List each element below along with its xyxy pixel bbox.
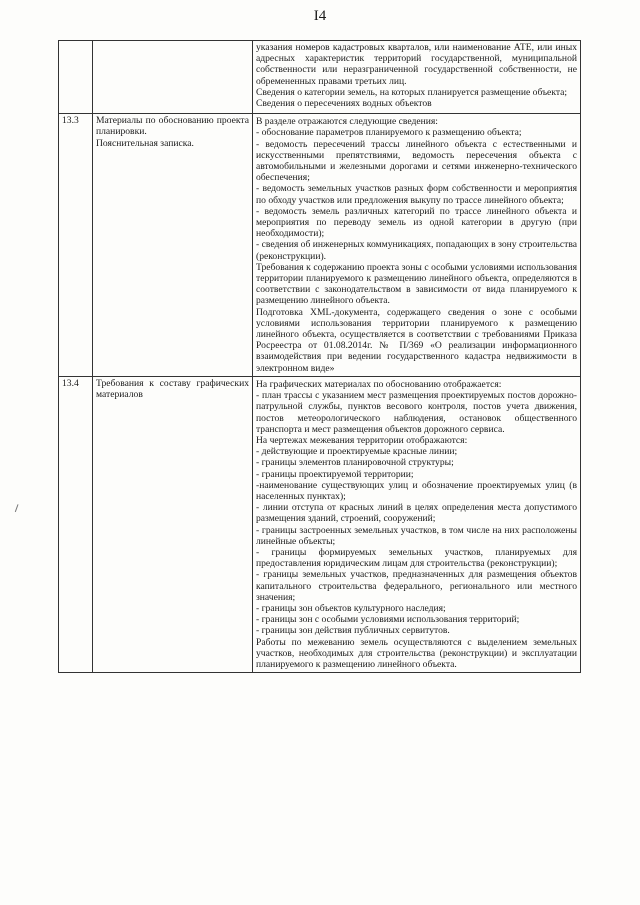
description-paragraph: - обоснование параметров планируемого к размещению объекта; (256, 127, 522, 139)
table-row (59, 41, 581, 114)
description-paragraph: - границы земельных участков, предназначенных для размещения объектов капитального строительства федерального, регионального или местного значения; (256, 569, 577, 603)
table-row (59, 376, 581, 672)
description-paragraph: указания номеров кадастровых кварталов, или наименование АТЕ, или иных адресных характеристик территорий государственной, муниципальной собственности или неразграниченной государственной собственности, не обремененных правами третьих лиц. (256, 42, 577, 87)
description-paragraph: - ведомость земельных участков разных форм собственности и мероприятия по обходу участков или предложения выкупу по трассе линейного объекта; (256, 183, 577, 206)
item-name-text: Пояснительная записка. (96, 137, 194, 149)
item-number-cell: 13.3 (59, 114, 93, 377)
item-number-cell: 13.4 (59, 376, 93, 672)
margin-pen-mark (15, 504, 23, 514)
item-description-cell (253, 114, 581, 377)
description-paragraph: - границы формируемых земельных участков, планируемых для предоставления юридическим лицам для строительства (реконструкции); (256, 546, 577, 570)
description-paragraph: - план трассы с указанием мест размещения проектируемых постов дорожно-патрульной службы, пунктов весового контроля, постов учета движения, постов метеорологического наблюдения, остановок общественного транспорта и мест размещения объектов дорожного сервиса. (256, 390, 577, 435)
description-paragraph: - ведомость земель различных категорий по трассе линейного объекта и мероприятия по переводу земель из одной категории в другую (при необходимости); (256, 205, 577, 240)
description-paragraph: - границы застроенных земельных участков, в том числе на них расположены линейные объекты; (256, 524, 577, 547)
description-paragraph: - границы зон объектов культурного наследия; (256, 602, 446, 614)
table-row (59, 114, 581, 377)
description-paragraph: - сведения об инженерных коммуникациях, попадающих в зону строительства (реконструкции). (256, 239, 577, 262)
description-paragraph: - границы зон с особыми условиями использования территорий; (256, 614, 520, 626)
description-paragraph: На чертежах межевания территории отображаются: (256, 434, 468, 446)
description-paragraph: - линии отступа от красных линий в целях определения места допустимого размещения зданий, строений, сооружений; (256, 502, 577, 525)
description-paragraph: - границы проектируемой территории; (256, 468, 414, 480)
requirements-table (58, 40, 581, 673)
item-name-cell (93, 41, 253, 114)
description-paragraph: На графических материалах по обоснованию отображается: (256, 378, 502, 390)
description-paragraph: Сведения о категории земель, на которых планируется размещение объекта; (256, 86, 568, 98)
description-paragraph: Работы по межеванию земель осуществляются с выделением земельных участков, необходимых для строительства (реконструкции) и эксплуатации планируемого к размещению линейного объекта. (256, 636, 577, 670)
item-name-cell (93, 114, 253, 377)
description-paragraph: - действующие и проектируемые красные линии; (256, 446, 458, 458)
description-paragraph: Сведения о пересечениях водных объектов (256, 98, 432, 110)
description-paragraph: - ведомость пересечений трассы линейного объекта с естественными и искусственными препятствиями, ведомость пересечения объекта с автомобильными и железными дорогами и сетями инженерно-технического обеспечения; (256, 138, 577, 184)
item-name-cell (93, 376, 253, 672)
description-paragraph: - границы элементов планировочной структуры; (256, 457, 454, 469)
item-description-cell (253, 41, 581, 114)
description-paragraph: -наименование существующих улиц и обозначение проектируемых улиц (в населенных пунктах); (256, 479, 577, 502)
description-paragraph: Подготовка XML-документа, содержащего сведения о зоне с особыми условиями использования территории планируемого к размещению линейного объекта, осуществляется в соответствии с требованиями Приказа Росреестра от 01.08.2014г. № П/369 «О реализации информационного взаимодействия при ведении государственного кадастра недвижимости в электронном виде» (256, 306, 577, 374)
item-description-cell (253, 376, 581, 672)
item-number-cell (59, 41, 93, 114)
item-name-text: Материалы по обоснованию проекта планировки. (96, 115, 249, 138)
item-name-text: Требования к составу графических материалов (96, 377, 249, 401)
description-paragraph: - границы зон действия публичных сервитутов. (256, 625, 450, 637)
description-paragraph: Требования к содержанию проекта зоны с особыми условиями использования территории планируемого к размещению линейного объекта, определяются в соответствии с законодательством в зависимости от вида планируемого к размещению линейного объекта. (256, 261, 577, 307)
description-paragraph: В разделе отражаются следующие сведения: (256, 116, 438, 128)
page-number: I4 (313, 8, 327, 24)
